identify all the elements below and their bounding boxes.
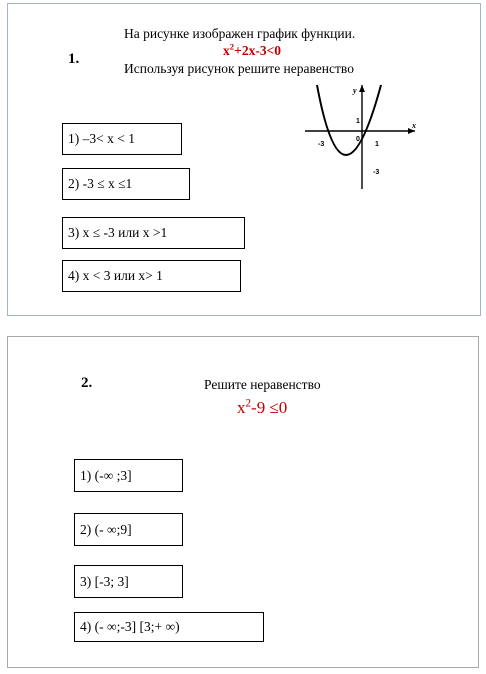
- task-2-title: Решите неравенство: [204, 377, 321, 392]
- task-1-option-2[interactable]: 2) -3 ≤ x ≤1: [62, 168, 190, 200]
- parabola-graph: [301, 81, 421, 191]
- tick-origin: 0: [356, 136, 360, 143]
- task-1-option-4[interactable]: 4) x < 3 или x> 1: [62, 260, 241, 292]
- task-1-option-3[interactable]: 3) x ≤ -3 или x >1: [62, 217, 245, 249]
- task-1-title: На рисунке изображен график функции.: [124, 26, 356, 41]
- task-2-option-4[interactable]: 4) (- ∞;-3] [3;+ ∞): [74, 612, 264, 642]
- task-2-option-1[interactable]: 1) (-∞ ;3]: [74, 459, 183, 492]
- task-2-option-2[interactable]: 2) (- ∞;9]: [74, 513, 183, 546]
- task-1-number: 1.: [68, 51, 80, 67]
- task-2-card: [7, 336, 479, 668]
- tick-y-1: 1: [356, 118, 360, 125]
- task-1-option-1[interactable]: 1) –3< x < 1: [62, 123, 182, 155]
- tick-y-neg3: -3: [373, 169, 380, 176]
- tick-x-neg3: -3: [318, 141, 325, 148]
- task-1-inequality: $x^2+2x-3<0$: [223, 41, 282, 58]
- task-2-option-3[interactable]: 3) [-3; 3]: [74, 565, 183, 598]
- x-axis-label: x: [412, 121, 416, 130]
- parabola-curve: [317, 85, 381, 155]
- y-axis-arrow: [359, 85, 365, 92]
- task-2-inequality: $x^2-9 \le 0$: [237, 397, 288, 417]
- task-1-card: [7, 3, 481, 316]
- y-axis-label: y: [353, 86, 357, 95]
- task-2-number: 2.: [81, 375, 93, 391]
- tick-x-1: 1: [375, 141, 379, 148]
- task-1-instruction: Используя рисунок решите неравенство: [124, 61, 354, 76]
